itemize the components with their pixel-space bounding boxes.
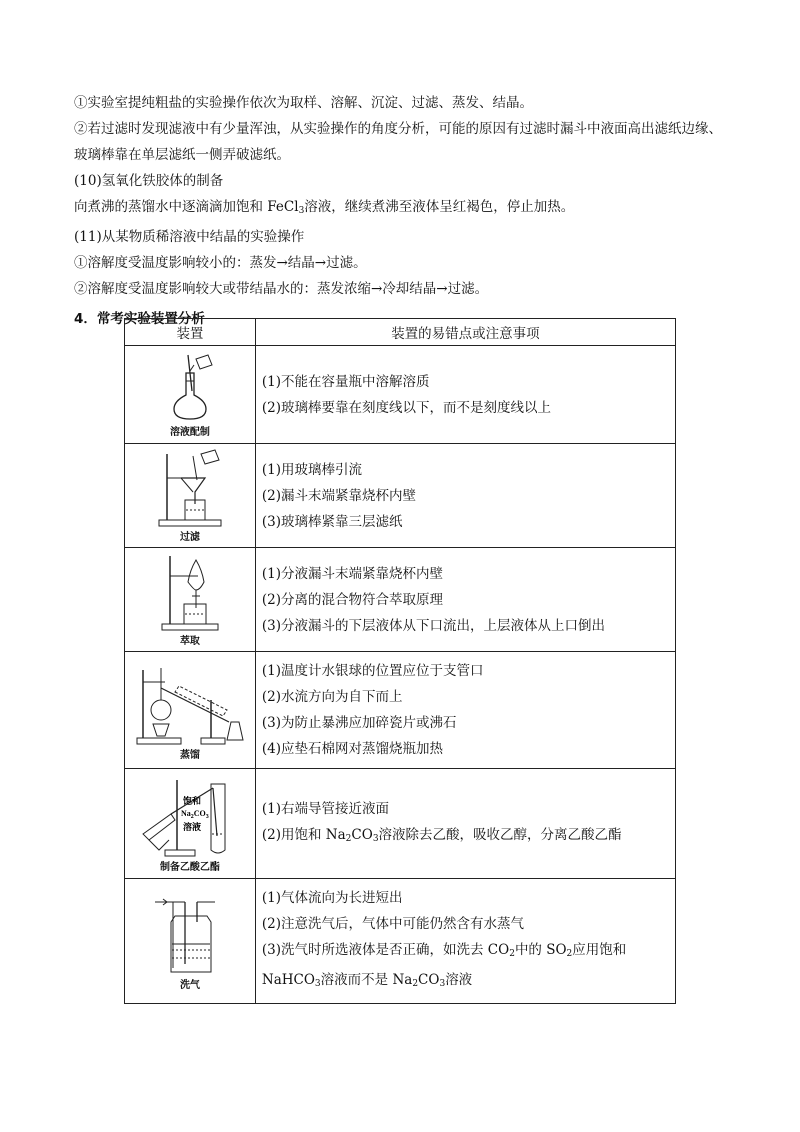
paragraph-filtration-turbidity: ②若过滤时发现滤液中有少量浑浊，从实验操作的角度分析，可能的原因有过滤时漏斗中液面高出滤纸边缘、玻璃棒靠在单层滤纸一侧弄破滤纸。 <box>74 121 722 163</box>
note-item: (1)用玻璃棒引流 <box>261 461 363 478</box>
paragraph-colloid-method: 向煮沸的蒸馏水中逐滴滴加饱和 FeCl$_3$溶液，继续煮沸至液体呈红褐色，停止加热。 <box>74 199 575 216</box>
apparatus-caption: 过滤 <box>179 532 200 543</box>
apparatus-caption: 蒸馏 <box>179 749 200 761</box>
apparatus-cell <box>125 444 256 548</box>
note-item: (3)洗气时所选液体是否正确，如洗去 $CO_2$中的 $SO_2$应用饱和 <box>261 942 627 959</box>
table-row <box>125 879 676 1004</box>
apparatus-cell <box>125 769 256 879</box>
note-item: (1)温度计水银球的位置应位于支管口 <box>261 663 484 679</box>
note-item: (2)漏斗末端紧靠烧杯内壁 <box>261 487 417 504</box>
apparatus-cell <box>125 652 256 769</box>
section-colloid-title: (10)氢氧化铁胶体的制备 <box>74 173 224 189</box>
note-item: (2)玻璃棒要靠在刻度线以下，而不是刻度线以上 <box>261 399 552 416</box>
reagent-label-line2: $Na_2CO_3$ <box>180 809 209 820</box>
apparatus-caption: 萃取 <box>179 636 200 647</box>
note-item: (3)分液漏斗的下层液体从下口流出，上层液体从上口倒出 <box>261 617 606 634</box>
filtration-setup-icon <box>145 448 235 528</box>
paragraph-crystallization-2: ②溶解度受温度影响较大或带结晶水的：蒸发浓缩→冷却结晶→过滤。 <box>74 281 489 297</box>
table-row <box>125 548 676 652</box>
apparatus-cell <box>125 346 256 444</box>
document-body <box>74 90 730 332</box>
header-apparatus: 装置 <box>125 319 256 346</box>
notes-cell <box>255 769 675 879</box>
note-item: (1)不能在容量瓶中溶解溶质 <box>261 373 430 390</box>
apparatus-cell <box>125 548 256 652</box>
reagent-label-line1: 饱和 <box>182 796 201 806</box>
gas-washing-bottle-icon <box>145 892 235 976</box>
section-heading-apparatus: 4．常考实验装置分析 <box>74 311 205 327</box>
notes-cell <box>255 879 675 1004</box>
note-item: (1)分液漏斗末端紧靠烧杯内壁 <box>261 565 444 582</box>
table-header-row <box>125 319 676 346</box>
apparatus-caption: 溶液配制 <box>169 427 210 438</box>
notes-cell <box>255 444 675 548</box>
reagent-label-line3: 溶液 <box>182 822 201 832</box>
table-row <box>125 769 676 879</box>
apparatus-caption: 制备乙酸乙酯 <box>159 862 220 873</box>
notes-cell <box>255 548 675 652</box>
table-row <box>125 346 676 444</box>
notes-cell <box>255 652 675 769</box>
section-crystallization-title: (11)从某物质稀溶液中结晶的实验操作 <box>74 229 305 245</box>
separatory-funnel-icon <box>150 552 230 632</box>
ethyl-acetate-setup-icon <box>135 774 245 858</box>
note-item: NaHCO$_3$溶液而不是 $Na_2CO_3$溶液 <box>261 972 473 989</box>
paragraph-salt-purification: ①实验室提纯粗盐的实验操作依次为取样、溶解、沉淀、过滤、蒸发、结晶。 <box>74 95 533 111</box>
note-item: (1)气体流向为长进短出 <box>261 890 403 906</box>
table-row <box>125 444 676 548</box>
note-item: (3)为防止暴沸应加碎瓷片或沸石 <box>261 715 457 731</box>
note-item: (2)用饱和 $Na_2CO_3$溶液除去乙酸，吸收乙醇，分离乙酸乙酯 <box>261 826 622 844</box>
note-item: (2)注意洗气后，气体中可能仍然含有水蒸气 <box>261 916 525 932</box>
paragraph-crystallization-1: ①溶解度受温度影响较小的：蒸发→结晶→过滤。 <box>74 255 367 271</box>
apparatus-caption: 洗气 <box>179 979 200 991</box>
note-item: (3)玻璃棒紧靠三层滤纸 <box>261 513 403 530</box>
distillation-setup-icon <box>131 660 249 746</box>
apparatus-table <box>124 318 676 1004</box>
note-item: (2)水流方向为自下而上 <box>261 689 403 705</box>
header-notes: 装置的易错点或注意事项 <box>255 319 675 346</box>
note-item: (2)分离的混合物符合萃取原理 <box>261 591 444 608</box>
note-item: (1)右端导管接近液面 <box>261 800 390 817</box>
volumetric-flask-icon <box>150 351 230 423</box>
apparatus-cell <box>125 879 256 1004</box>
notes-cell <box>255 346 675 444</box>
table-row <box>125 652 676 769</box>
note-item: (4)应垫石棉网对蒸馏烧瓶加热 <box>261 741 444 757</box>
